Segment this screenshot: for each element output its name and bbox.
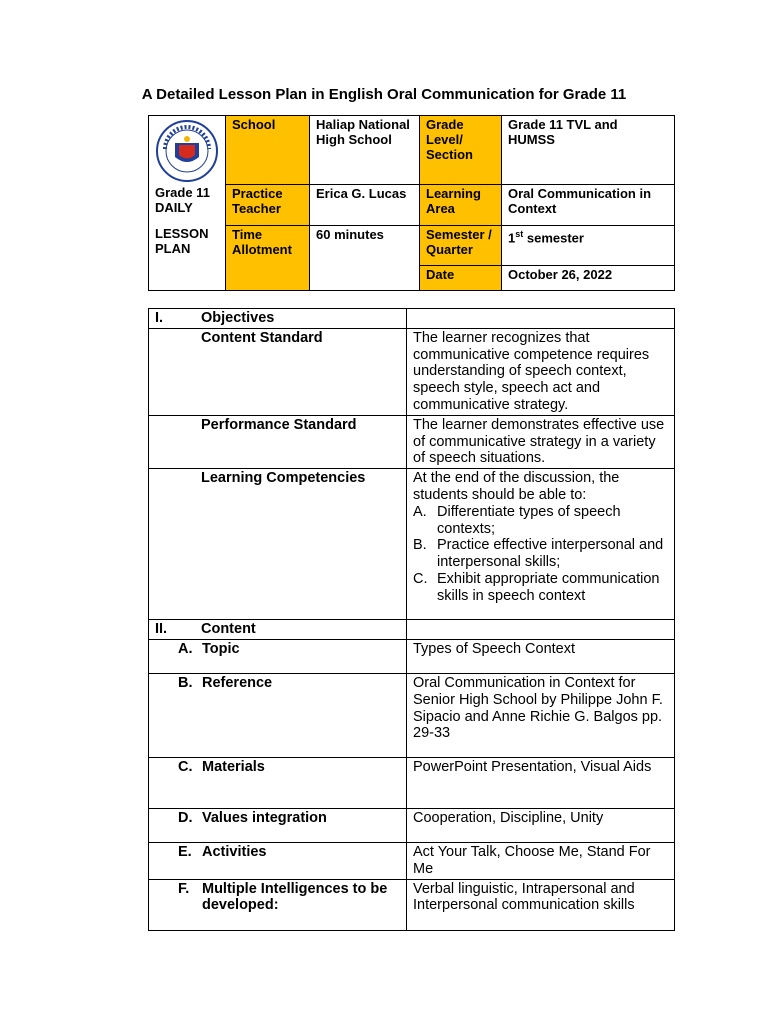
topic-label: Topic (202, 640, 240, 657)
area-value: Oral Communication in Context (502, 184, 675, 225)
competency-item (413, 571, 668, 605)
performance-standard-value: The learner demonstrates effective use of communicative strategy in a variety of speech situations. (407, 415, 675, 468)
topic-letter: A. (178, 640, 193, 657)
competency-text: Differentiate types of speech contexts; (437, 503, 621, 537)
reference-label: Reference (202, 674, 273, 691)
daily-line-2: DAILY (155, 200, 193, 215)
teacher-value: Erica G. Lucas (310, 184, 420, 225)
objectives-label: Objectives (201, 310, 275, 326)
learning-competencies-label: Learning Competencies (201, 470, 366, 487)
reference-letter: B. (178, 674, 193, 691)
performance-standard-label: Performance Standard (201, 416, 357, 433)
area-label: Learning Area (420, 184, 502, 225)
intelligences-label: Multiple Intelligences to be developed: (202, 880, 388, 914)
performance-standard-label-cell (149, 415, 407, 468)
seal-cell (149, 116, 226, 185)
date-label: Date (420, 265, 502, 290)
competency-letter: C. (413, 570, 428, 587)
materials-label: Materials (202, 758, 265, 775)
competency-letter: B. (413, 537, 427, 554)
intelligences-value: Verbal linguistic, Intrapersonal and Interpersonal communication skills (407, 879, 675, 930)
competencies-intro: At the end of the discussion, the students should be able to: (413, 470, 620, 503)
materials-value: PowerPoint Presentation, Visual Aids (407, 757, 675, 808)
daily-label (149, 184, 226, 225)
lesson-plan-table (148, 308, 675, 931)
semester-value (502, 225, 675, 265)
time-label: Time Allotment (226, 225, 310, 290)
materials-letter: C. (178, 758, 193, 775)
lesson-line-1: LESSON (155, 226, 209, 241)
content-heading (149, 620, 407, 640)
objectives-number: I. (155, 310, 164, 326)
content-standard-value: The learner recognizes that communicative competence requires understanding of speech context, speech style, speech act and communicative strategy. (407, 328, 675, 415)
values-label: Values integration (202, 809, 327, 826)
school-value: Haliap National High School (310, 116, 420, 185)
values-value: Cooperation, Discipline, Unity (407, 808, 675, 842)
time-value: 60 minutes (310, 225, 420, 290)
semester-word: semester (526, 229, 584, 245)
reference-value: Oral Communication in Context for Senior High School by Philippe John F. Sipacio and Anne Richie G. Balgos pp. 29-33 (407, 673, 675, 757)
activities-label-cell (149, 842, 407, 879)
objectives-value (407, 309, 675, 329)
semester-number: 1 (508, 229, 516, 245)
values-label-cell (149, 808, 407, 842)
competency-text: Exhibit appropriate communication skills in speech context (437, 570, 660, 604)
daily-line-1: Grade 11 (155, 185, 210, 200)
content-standard-label-cell (149, 328, 407, 415)
school-label: School (226, 116, 310, 185)
grade-label: Grade Level/ Section (420, 116, 502, 185)
document-title: A Detailed Lesson Plan in English Oral Communication for Grade 11 (141, 86, 627, 103)
learning-competencies-value (407, 469, 675, 620)
topic-label-cell (149, 639, 407, 673)
content-label: Content (201, 621, 256, 638)
content-value (407, 620, 675, 640)
materials-label-cell (149, 757, 407, 808)
deped-seal-icon (155, 119, 219, 183)
date-value: October 26, 2022 (502, 265, 675, 290)
competency-letter: A. (413, 503, 427, 520)
competency-text: Practice effective interpersonal and interpersonal skills; (437, 537, 664, 571)
competency-item (413, 504, 668, 538)
objectives-heading (149, 309, 407, 329)
semester-label: Semester / Quarter (420, 225, 502, 265)
lesson-plan-label (149, 225, 226, 290)
activities-value: Act Your Talk, Choose Me, Stand For Me (407, 842, 675, 879)
intelligences-letter: F. (178, 880, 190, 897)
activities-label: Activities (202, 843, 267, 860)
header-table (148, 115, 675, 291)
teacher-label: Practice Teacher (226, 184, 310, 225)
grade-value: Grade 11 TVL and HUMSS (502, 116, 675, 185)
competency-item (413, 537, 668, 571)
learning-competencies-label-cell (149, 469, 407, 620)
content-standard-label: Content Standard (201, 329, 323, 346)
values-letter: D. (178, 809, 193, 826)
activities-letter: E. (178, 843, 192, 860)
intelligences-label-cell (149, 879, 407, 930)
content-number: II. (155, 621, 168, 638)
reference-label-cell (149, 673, 407, 757)
topic-value: Types of Speech Context (407, 639, 675, 673)
lesson-line-2: PLAN (155, 241, 191, 256)
semester-suffix: st (515, 228, 524, 239)
